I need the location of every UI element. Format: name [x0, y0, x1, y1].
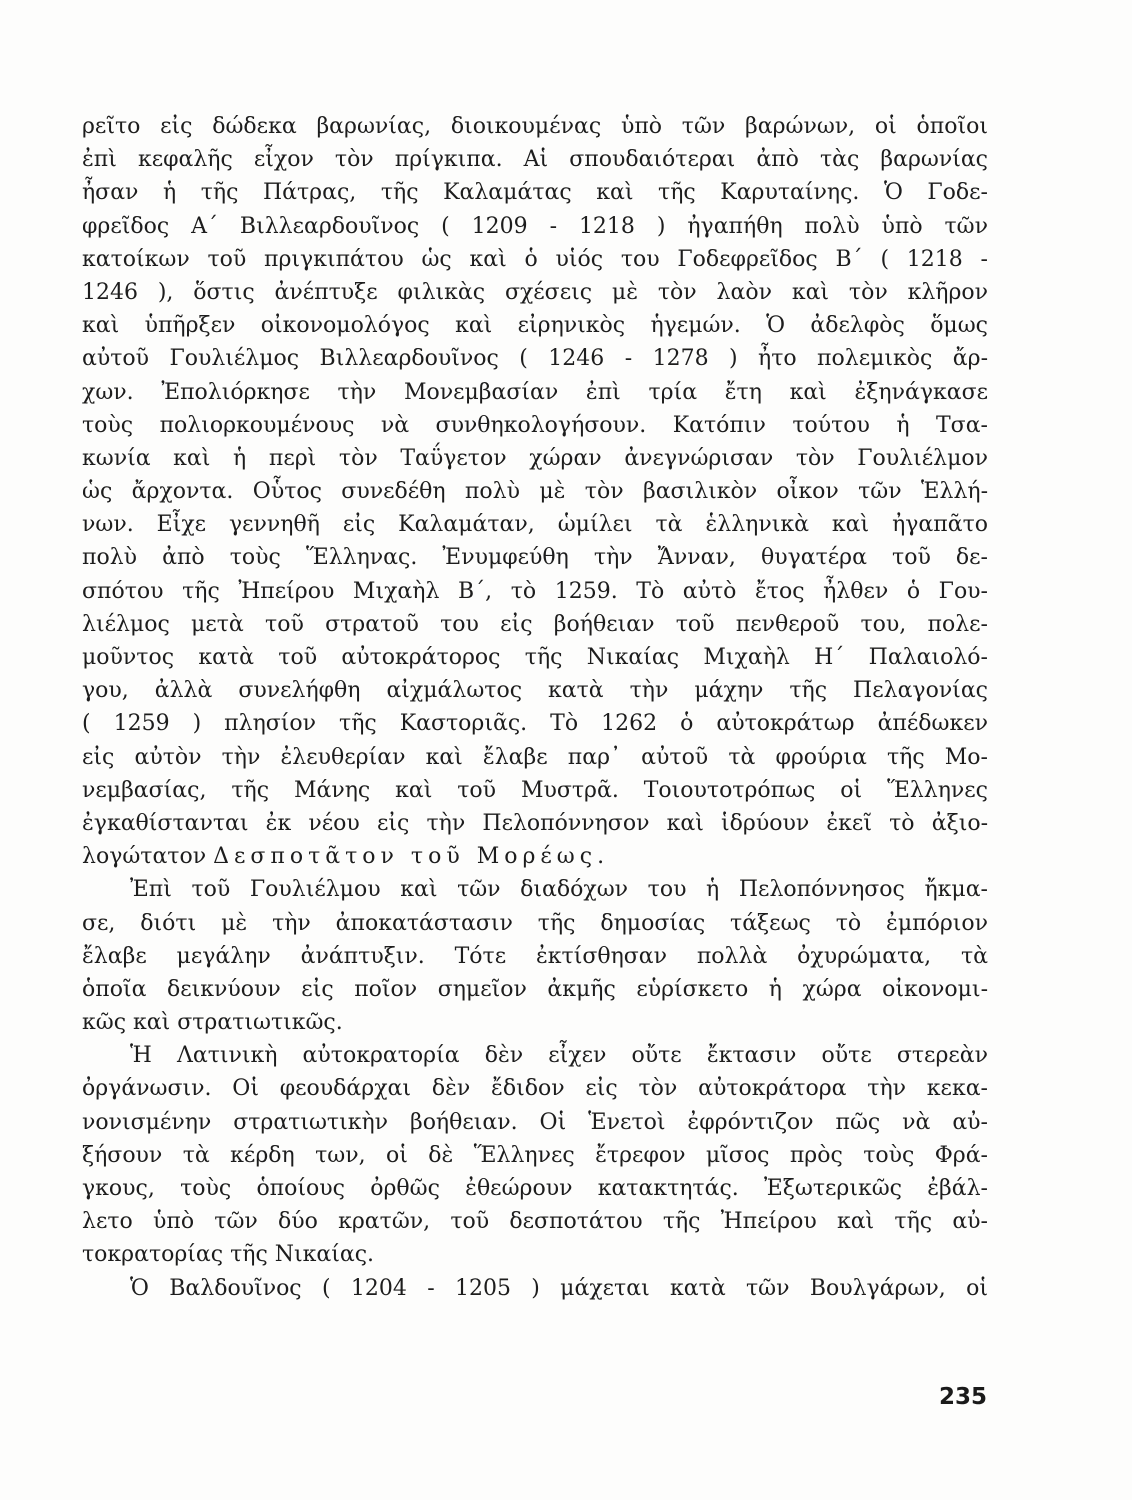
text-line: σε, διότι μὲ τὴν ἀποκατάστασιν τῆς δημοσίας τάξεως τὸ ἐμπόριον — [82, 910, 988, 936]
text-line: νονισμένην στρατιωτικὴν βοήθειαν. Οἱ Ἑνετοὶ ἐφρόντιζον πῶς νὰ αὐ- — [82, 1109, 988, 1135]
text-line: κῶς καὶ στρατιωτικῶς. — [82, 1010, 343, 1036]
text-line: ὀργάνωσιν. Οἱ φεουδάρχαι δὲν ἔδιδον εἰς τὸν αὐτοκράτορα τὴν κεκα- — [82, 1076, 988, 1102]
text-line: ξήσουν τὰ κέρδη των, οἱ δὲ Ἕλληνες ἔτρεφον μῖσος πρὸς τοὺς Φρά- — [82, 1142, 988, 1168]
text-line: μοῦντος κατὰ τοῦ αὐτοκράτορος τῆς Νικαίας Μιχαὴλ Η΄ Παλαιολό- — [82, 645, 988, 670]
text-line: λετο ὑπὸ τῶν δύο κρατῶν, τοῦ δεσποτάτου τῆς Ἠπείρου καὶ τῆς αὐ- — [82, 1209, 988, 1235]
text-line: ρεῖτο εἰς δώδεκα βαρωνίας, διοικουμένας ὑπὸ τῶν βαρώνων, οἱ ὁποῖοι — [82, 114, 988, 139]
page-number: 235 — [938, 1384, 987, 1410]
text-line: καὶ ὑπῆρξεν οἰκονομολόγος καὶ εἰρηνικὸς ἡγεμών. Ὁ ἀδελφὸς ὅμως — [82, 313, 988, 339]
text-line: νων. Εἶχε γεννηθῆ εἰς Καλαμάταν, ὡμίλει τὰ ἑλληνικὰ καὶ ἠγαπᾶτο — [82, 512, 988, 538]
text-line: κωνία καὶ ἡ περὶ τὸν Ταΰγετον χώραν ἀνεγνώρισαν τὸν Γουλιέλμον — [82, 445, 988, 471]
text-line: 1246 ), ὅστις ἀνέπτυξε φιλικὰς σχέσεις μὲ τὸν λαὸν καὶ τὸν κλῆρον — [82, 279, 988, 305]
text-line: σπότου τῆς Ἠπείρου Μιχαὴλ Β΄, τὸ 1259. Τὸ αὐτὸ ἔτος ἦλθεν ὁ Γου- — [82, 578, 988, 604]
text-line: ἦσαν ἡ τῆς Πάτρας, τῆς Καλαμάτας καὶ τῆς Καρυταίνης. Ὁ Γοδε- — [82, 180, 988, 206]
text-line: αὐτοῦ Γουλιέλμος Βιλλεαρδουῖνος ( 1246 - 1278 ) ἦτο πολεμικὸς ἄρ- — [82, 346, 988, 372]
text-line: φρεῖδος Α΄ Βιλλεαρδουῖνος ( 1209 - 1218 ) ἠγαπήθη πολὺ ὑπὸ τῶν — [82, 213, 988, 239]
text-line: τοκρατορίας τῆς Νικαίας. — [82, 1242, 375, 1268]
text-line: ὁποῖα δεικνύουν εἰς ποῖον σημεῖον ἀκμῆς εὑρίσκετο ἡ χώρα οἰκονομι- — [82, 976, 988, 1002]
text-line — [82, 840, 988, 873]
line-suffix: . — [597, 844, 605, 870]
text-line: ὡς ἄρχοντα. Οὗτος συνεδέθη πολὺ μὲ τὸν βασιλικὸν οἶκον τῶν Ἑλλή- — [82, 479, 988, 505]
body-text — [82, 110, 988, 1305]
text-line: λιέλμος μετὰ τοῦ στρατοῦ του εἰς βοήθειαν τοῦ πενθεροῦ του, πολε- — [82, 611, 988, 637]
text-line: πολὺ ἀπὸ τοὺς Ἕλληνας. Ἐνυμφεύθη τὴν Ἄνναν, θυγατέρα τοῦ δε- — [82, 545, 988, 571]
text-line: γκους, τοὺς ὁποίους ὀρθῶς ἐθεώρουν κατακτητάς. Ἐξωτερικῶς ἐβάλ- — [82, 1176, 988, 1201]
text-line: κατοίκων τοῦ πριγκιπάτου ὡς καὶ ὁ υἱός του Γοδεφρεῖδος Β΄ ( 1218 - — [82, 246, 988, 272]
text-line: ἐπὶ κεφαλῆς εἶχον τὸν πρίγκιπα. Αἱ σπουδαιότεραι ἀπὸ τὰς βαρωνίας — [82, 147, 988, 173]
paragraph-first-line: Ἐπὶ τοῦ Γουλιέλμου καὶ τῶν διαδόχων του ἡ Πελοπόννησος ἤκμα- — [130, 877, 988, 903]
text-line: γου, ἀλλὰ συνελήφθη αἰχμάλωτος κατὰ τὴν μάχην τῆς Πελαγονίας — [82, 678, 988, 704]
text-line: χων. Ἐπολιόρκησε τὴν Μονεμβασίαν ἐπὶ τρία ἔτη καὶ ἐξηνάγκασε — [82, 379, 988, 405]
text-line: νεμβασίας, τῆς Μάνης καὶ τοῦ Μυστρᾶ. Τοιουτοτρόπως οἱ Ἕλληνες — [82, 777, 988, 803]
line-prefix: λογώτατον — [82, 844, 214, 870]
text-line: εἰς αὐτὸν τὴν ἐλευθερίαν καὶ ἔλαβε παρ᾽ αὐτοῦ τὰ φρούρια τῆς Μο- — [82, 744, 988, 770]
emphasized-term: Δεσποτᾶτον τοῦ Μορέως — [213, 844, 598, 870]
text-line: ἔλαβε μεγάλην ἀνάπτυξιν. Τότε ἐκτίσθησαν πολλὰ ὀχυρώματα, τὰ — [82, 943, 988, 969]
paragraph-first-line: Ἡ Λατινικὴ αὐτοκρατορία δὲν εἶχεν οὔτε ἔκτασιν οὔτε στερεὰν — [130, 1043, 988, 1069]
text-line: τοὺς πολιορκουμένους νὰ συνθηκολογήσουν. Κατόπιν τούτου ἡ Τσα- — [82, 412, 988, 438]
text-line: ἐγκαθίστανται ἐκ νέου εἰς τὴν Πελοπόννησον καὶ ἱδρύουν ἐκεῖ τὸ ἀξιο- — [82, 810, 988, 836]
text-line: ( 1259 ) πλησίον τῆς Καστοριᾶς. Τὸ 1262 ὁ αὐτοκράτωρ ἀπέδωκεν — [82, 711, 988, 737]
paragraph-first-line: Ὁ Βαλδουῖνος ( 1204 - 1205 ) μάχεται κατὰ τῶν Βουλγάρων, οἱ — [130, 1275, 988, 1301]
